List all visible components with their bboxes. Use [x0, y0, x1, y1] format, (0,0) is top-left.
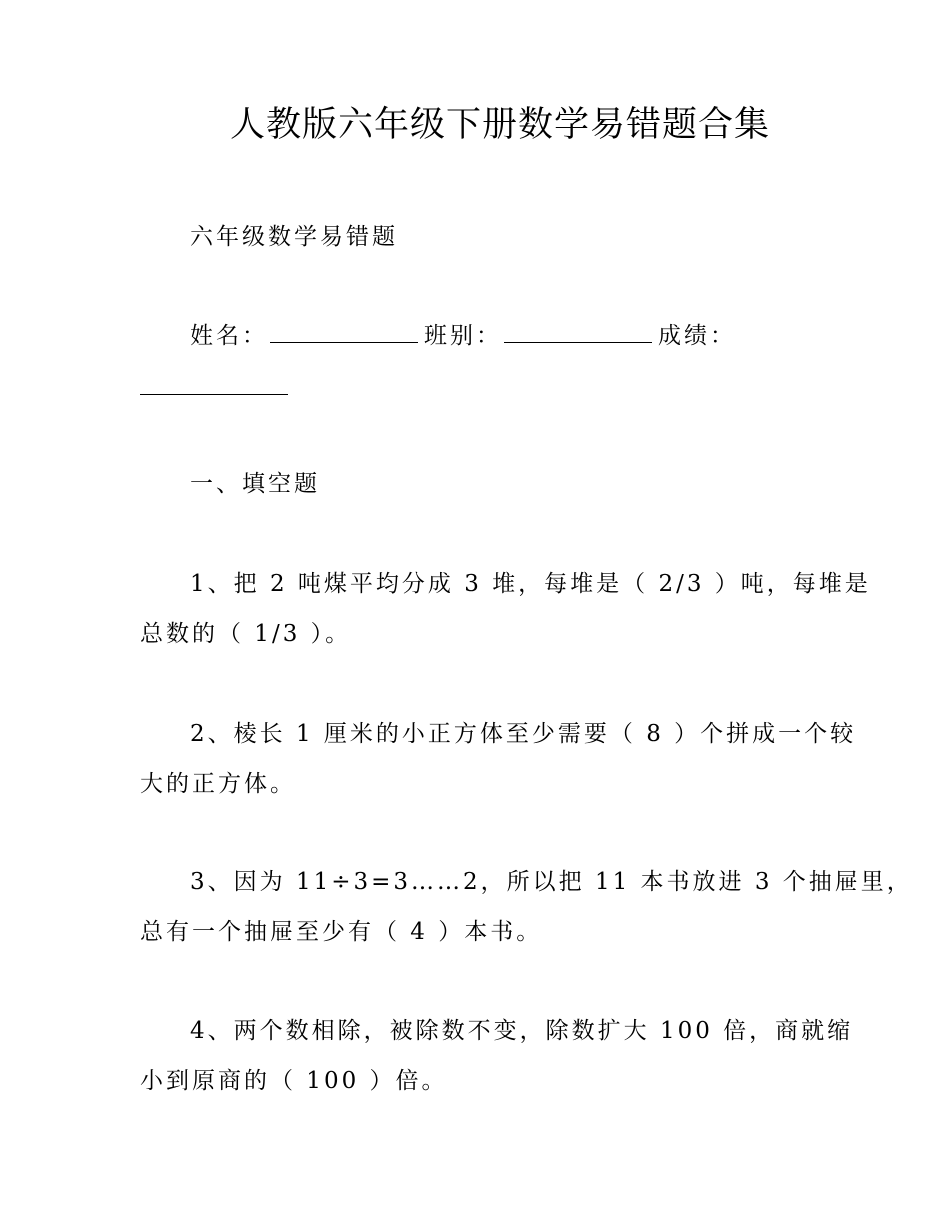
subtitle-text: 六年级数学易错题 [190, 224, 398, 250]
question-2 [140, 709, 857, 809]
question-4-line-2: 小到原商的（ 100 ）倍。 [140, 1068, 448, 1094]
question-3-line-2: 总有一个抽屉至少有（ 4 ）本书。 [140, 919, 543, 945]
section-heading-text: 一、填空题 [190, 471, 320, 497]
question-3-line-1: 3、因为 11÷3=3……2，所以把 11 本书放进 3 个抽屉里， [190, 869, 913, 895]
question-1-line-2: 总数的（ 1/3 ）。 [140, 621, 352, 647]
document-subtitle [140, 212, 800, 262]
name-label: 姓名： [190, 323, 268, 349]
score-label: 成绩： [658, 323, 736, 349]
document-title: 人教版六年级下册数学易错题合集 [229, 105, 770, 145]
question-4 [140, 1006, 854, 1106]
class-blank [504, 320, 652, 343]
question-2-line-1: 2、棱长 1 厘米的小正方体至少需要（ 8 ）个拼成一个较 [190, 721, 857, 747]
section-heading [140, 459, 800, 509]
question-1-line-1: 1、把 2 吨煤平均分成 3 堆，每堆是（ 2/3 ）吨，每堆是 [190, 571, 871, 597]
info-row [140, 311, 800, 361]
class-label: 班别： [424, 323, 502, 349]
question-2-line-2: 大的正方体。 [140, 771, 296, 797]
question-1 [140, 559, 871, 659]
question-4-line-1: 4、两个数相除，被除数不变，除数扩大 100 倍，商就缩 [190, 1018, 854, 1044]
question-3 [140, 857, 913, 957]
score-blank [140, 368, 288, 395]
name-blank [270, 320, 418, 343]
